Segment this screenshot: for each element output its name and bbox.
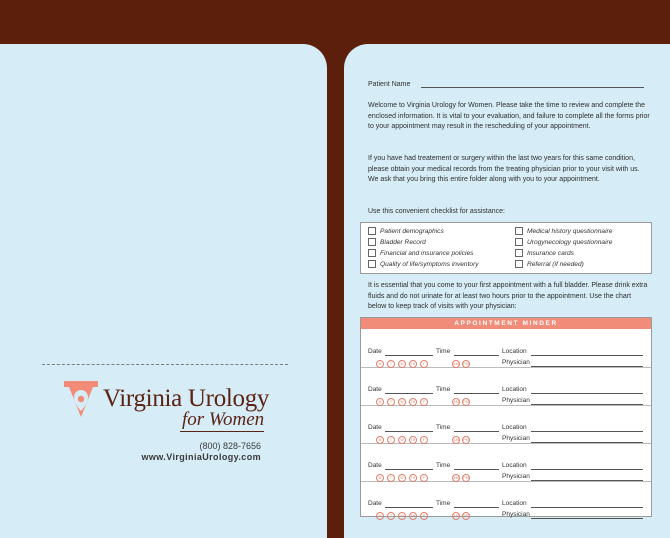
time-field[interactable]: [454, 469, 499, 470]
checklist-item-label: Patient demographics: [380, 227, 444, 235]
day-circle-f[interactable]: F: [420, 474, 428, 482]
appointment-row: [361, 330, 651, 368]
day-circle-m[interactable]: M: [376, 398, 384, 406]
location-label: Location: [502, 386, 527, 393]
bladder-note: It is essential that you come to your first appointment with a full bladder. Please drink extra fluids and do not urinate for at least two hours prior to the appointment. Use the chart below to keep track of visits with your physician:: [368, 282, 648, 311]
location-field[interactable]: [531, 355, 643, 356]
pm-circle[interactable]: PM: [463, 362, 469, 366]
checklist-item-label: Urogynecology questionnaire: [527, 238, 613, 246]
appointment-row: [361, 482, 651, 520]
location-label: Location: [502, 500, 527, 507]
location-label: Location: [502, 348, 527, 355]
day-circle-m[interactable]: M: [376, 436, 384, 444]
physician-field[interactable]: [531, 442, 643, 443]
patient-name-label: Patient Name: [368, 81, 411, 88]
day-circle-t[interactable]: T: [387, 398, 395, 406]
physician-field[interactable]: [531, 366, 643, 367]
day-circle-f[interactable]: F: [420, 360, 428, 368]
logo-icon: [64, 381, 98, 417]
folder-left-panel: [0, 44, 327, 538]
checklist-item[interactable]: [368, 260, 479, 268]
brand-name: Virginia Urology: [103, 385, 270, 412]
am-circle[interactable]: AM: [453, 362, 459, 366]
time-label: Time: [436, 348, 451, 355]
appointment-minder-title: APPOINTMENT MINDER: [361, 318, 651, 329]
checkbox[interactable]: [368, 227, 376, 235]
checklist-item-label: Referral (if needed): [527, 260, 584, 268]
location-field[interactable]: [531, 469, 643, 470]
checklist-item[interactable]: [515, 238, 612, 246]
checklist-item[interactable]: [515, 227, 612, 235]
day-circle-t[interactable]: T: [387, 474, 395, 482]
location-field[interactable]: [531, 393, 643, 394]
am-circle[interactable]: AM: [453, 438, 459, 442]
time-field[interactable]: [454, 431, 499, 432]
day-circle-th[interactable]: TH: [410, 476, 416, 480]
checklist-item-label: Bladder Record: [380, 238, 426, 246]
day-circle-f[interactable]: F: [420, 398, 428, 406]
day-circle-th[interactable]: TH: [410, 400, 416, 404]
checkbox[interactable]: [515, 249, 523, 257]
time-field[interactable]: [454, 507, 499, 508]
date-field[interactable]: [385, 507, 433, 508]
brand-underline: [180, 431, 264, 432]
checkbox[interactable]: [515, 238, 523, 246]
welcome-paragraph: Welcome to Virginia Urology for Women. Please take the time to review and complete the enclosed information. It is vital to your evaluation, and failure to complete all the forms prior to your appointment may result in the rescheduling of your appointment.: [368, 102, 650, 131]
phone-number: (800) 828-7656: [199, 441, 261, 451]
day-circle-f[interactable]: F: [420, 512, 428, 520]
day-circle-m[interactable]: M: [376, 360, 384, 368]
checkbox[interactable]: [515, 227, 523, 235]
am-circle[interactable]: AM: [453, 400, 459, 404]
physician-label: Physician: [502, 473, 530, 480]
day-circle-th[interactable]: TH: [410, 438, 416, 442]
checkbox[interactable]: [515, 260, 523, 268]
pm-circle[interactable]: PM: [463, 400, 469, 404]
time-field[interactable]: [454, 393, 499, 394]
appointment-row: [361, 406, 651, 444]
checkbox[interactable]: [368, 260, 376, 268]
day-circle-th[interactable]: TH: [410, 362, 416, 366]
time-label: Time: [436, 462, 451, 469]
checklist-item-label: Quality of life/symptoms inventory: [380, 260, 479, 268]
checklist-item[interactable]: [368, 238, 426, 246]
physician-label: Physician: [502, 511, 530, 518]
am-circle[interactable]: AM: [453, 514, 459, 518]
location-field[interactable]: [531, 431, 643, 432]
day-circle-w[interactable]: W: [398, 436, 406, 444]
checkbox[interactable]: [368, 238, 376, 246]
day-circle-w[interactable]: W: [398, 474, 406, 482]
location-label: Location: [502, 424, 527, 431]
day-circle-w[interactable]: W: [398, 512, 406, 520]
appointment-row: [361, 444, 651, 482]
brand-subtitle: for Women: [182, 409, 265, 430]
checklist-item-label: Medical history questionnaire: [527, 227, 613, 235]
date-label: Date: [368, 386, 382, 393]
document-checklist: [360, 222, 652, 274]
date-field[interactable]: [385, 469, 433, 470]
physician-field[interactable]: [531, 480, 643, 481]
day-circle-t[interactable]: T: [387, 512, 395, 520]
checklist-item[interactable]: [368, 227, 444, 235]
time-label: Time: [436, 500, 451, 507]
day-circle-w[interactable]: W: [398, 398, 406, 406]
pm-circle[interactable]: PM: [463, 438, 469, 442]
checklist-item[interactable]: [368, 249, 473, 257]
date-field[interactable]: [385, 355, 433, 356]
date-label: Date: [368, 462, 382, 469]
day-circle-t[interactable]: T: [387, 436, 395, 444]
physician-field[interactable]: [531, 404, 643, 405]
day-circle-m[interactable]: M: [376, 474, 384, 482]
date-label: Date: [368, 500, 382, 507]
day-circle-t[interactable]: T: [387, 360, 395, 368]
date-field[interactable]: [385, 393, 433, 394]
date-label: Date: [368, 348, 382, 355]
pm-circle[interactable]: PM: [463, 514, 469, 518]
am-circle[interactable]: AM: [453, 476, 459, 480]
dashed-divider: [42, 364, 288, 365]
time-label: Time: [436, 386, 451, 393]
location-field[interactable]: [531, 507, 643, 508]
date-label: Date: [368, 424, 382, 431]
day-circle-f[interactable]: F: [420, 436, 428, 444]
physician-label: Physician: [502, 435, 530, 442]
appointment-row: [361, 368, 651, 406]
time-field[interactable]: [454, 355, 499, 356]
date-field[interactable]: [385, 431, 433, 432]
checklist-item-label: Financial and insurance policies: [380, 249, 474, 257]
physician-label: Physician: [502, 359, 530, 366]
checklist-item[interactable]: [515, 249, 574, 257]
website-link[interactable]: www.VirginiaUrology.com: [141, 452, 261, 462]
records-paragraph: If you have had treatement or surgery within the last two years for this same condition, please obtain your medical records from the treating physician prior to your visit with us. We ask that you bring this entire folder along with you to your appointment.: [368, 155, 640, 184]
location-label: Location: [502, 462, 527, 469]
physician-field[interactable]: [531, 518, 643, 519]
checklist-intro: Use this convenient checklist for assistance:: [368, 208, 505, 215]
day-circle-w[interactable]: W: [398, 360, 406, 368]
pm-circle[interactable]: PM: [463, 476, 469, 480]
checkbox[interactable]: [368, 249, 376, 257]
checklist-item[interactable]: [515, 260, 584, 268]
day-circle-m[interactable]: M: [376, 512, 384, 520]
physician-label: Physician: [502, 397, 530, 404]
patient-name-field[interactable]: [421, 87, 644, 88]
time-label: Time: [436, 424, 451, 431]
appointment-minder: [360, 317, 652, 517]
checklist-item-label: Insurance cards: [527, 249, 574, 257]
day-circle-th[interactable]: TH: [410, 514, 416, 518]
